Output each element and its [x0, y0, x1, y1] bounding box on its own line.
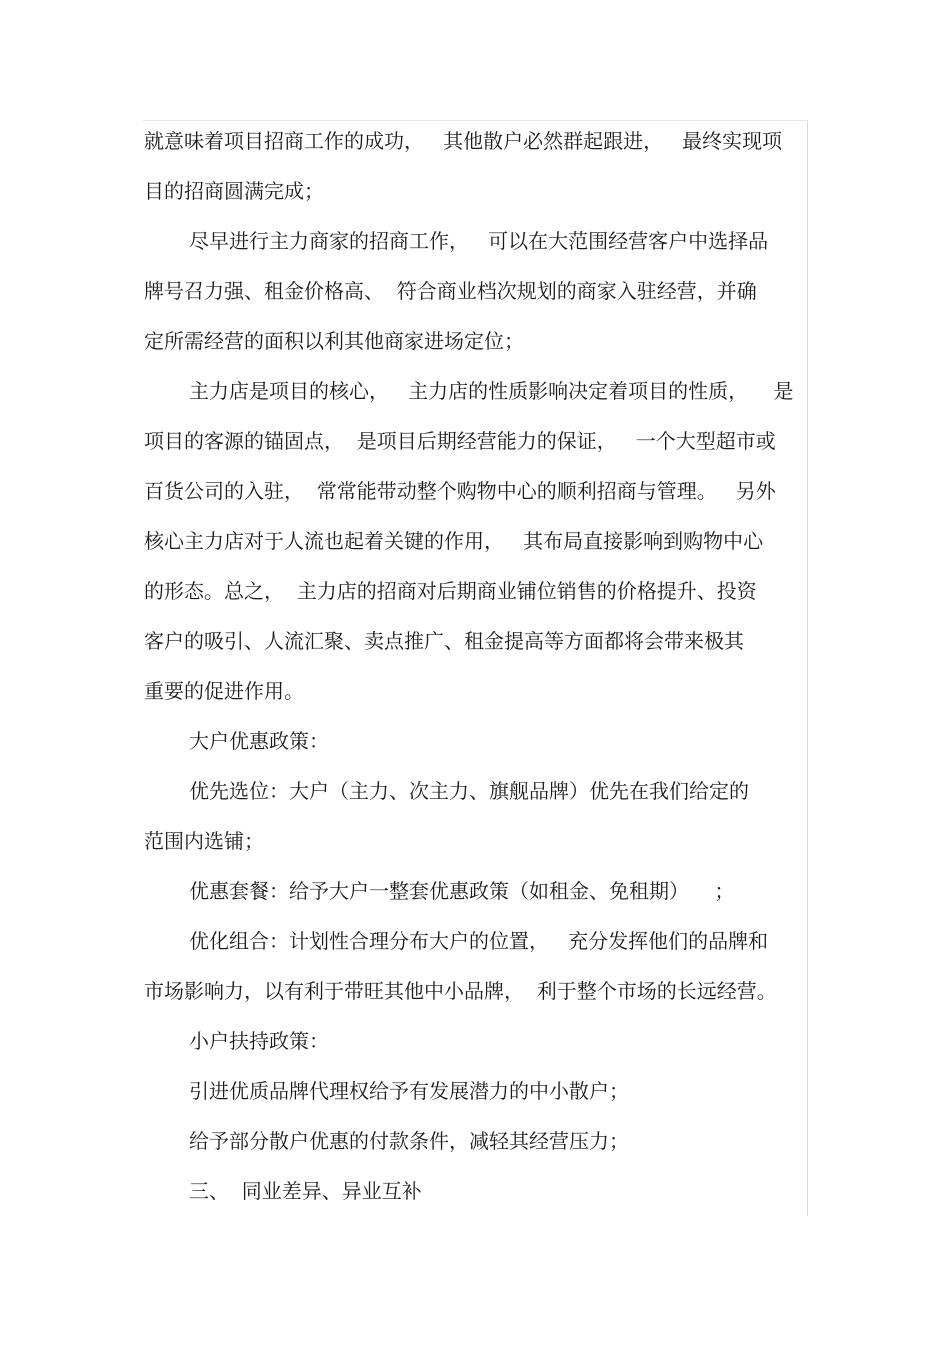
document-body [144, 118, 806, 1218]
section-heading: 小户扶持政策： [189, 1029, 329, 1053]
text-line: 重要的促进作用。 [144, 679, 304, 703]
text-line: 牌号召力强、租金价格高、 符合商业档次规划的商家入驻经营，并确 [144, 279, 757, 303]
text-line: 的形态。总之， 主力店的招商对后期商业铺位销售的价格提升、投资 [144, 579, 757, 603]
text-line: 百货公司的入驻， 常常能带动整个购物中心的顺利招商与管理。 另外 [144, 479, 776, 503]
text-line: 给予部分散户优惠的付款条件，减轻其经营压力； [189, 1129, 629, 1153]
text-line: 尽早进行主力商家的招商工作， 可以在大范围经营客户中选择品 [189, 229, 769, 253]
text-line: 客户的吸引、人流汇聚、卖点推广、租金提高等方面都将会带来极其 [144, 629, 744, 653]
text-line: 优化组合：计划性合理分布大户的位置， 充分发挥他们的品牌和 [189, 929, 769, 953]
text-line: 引进优质品牌代理权给予有发展潜力的中小散户； [189, 1079, 629, 1103]
section-heading: 三、 同业差异、异业互补 [189, 1179, 422, 1203]
text-line: 核心主力店对于人流也起着关键的作用， 其布局直接影响到购物中心 [144, 529, 764, 553]
text-line: 项目的客源的锚固点， 是项目后期经营能力的保证， 一个大型超市或 [144, 429, 776, 453]
section-heading: 大户优惠政策： [189, 729, 329, 753]
text-line: 就意味着项目招商工作的成功， 其他散户必然群起跟进， 最终实现项 [144, 129, 783, 153]
text-line: 市场影响力，以有利于带旺其他中小品牌， 利于整个市场的长远经营。 [144, 979, 777, 1003]
text-line: 范围内选铺； [144, 829, 264, 853]
text-line: 目的招商圆满完成； [144, 179, 324, 203]
text-line: 优惠套餐：给予大户一整套优惠政策（如租金、免租期） ； [189, 879, 735, 903]
text-line: 主力店是项目的核心， 主力店的性质影响决定着项目的性质， 是 [189, 379, 794, 403]
text-line: 定所需经营的面积以利其他商家进场定位； [144, 329, 524, 353]
text-line: 优先选位：大户（主力、次主力、旗舰品牌）优先在我们给定的 [189, 779, 749, 803]
